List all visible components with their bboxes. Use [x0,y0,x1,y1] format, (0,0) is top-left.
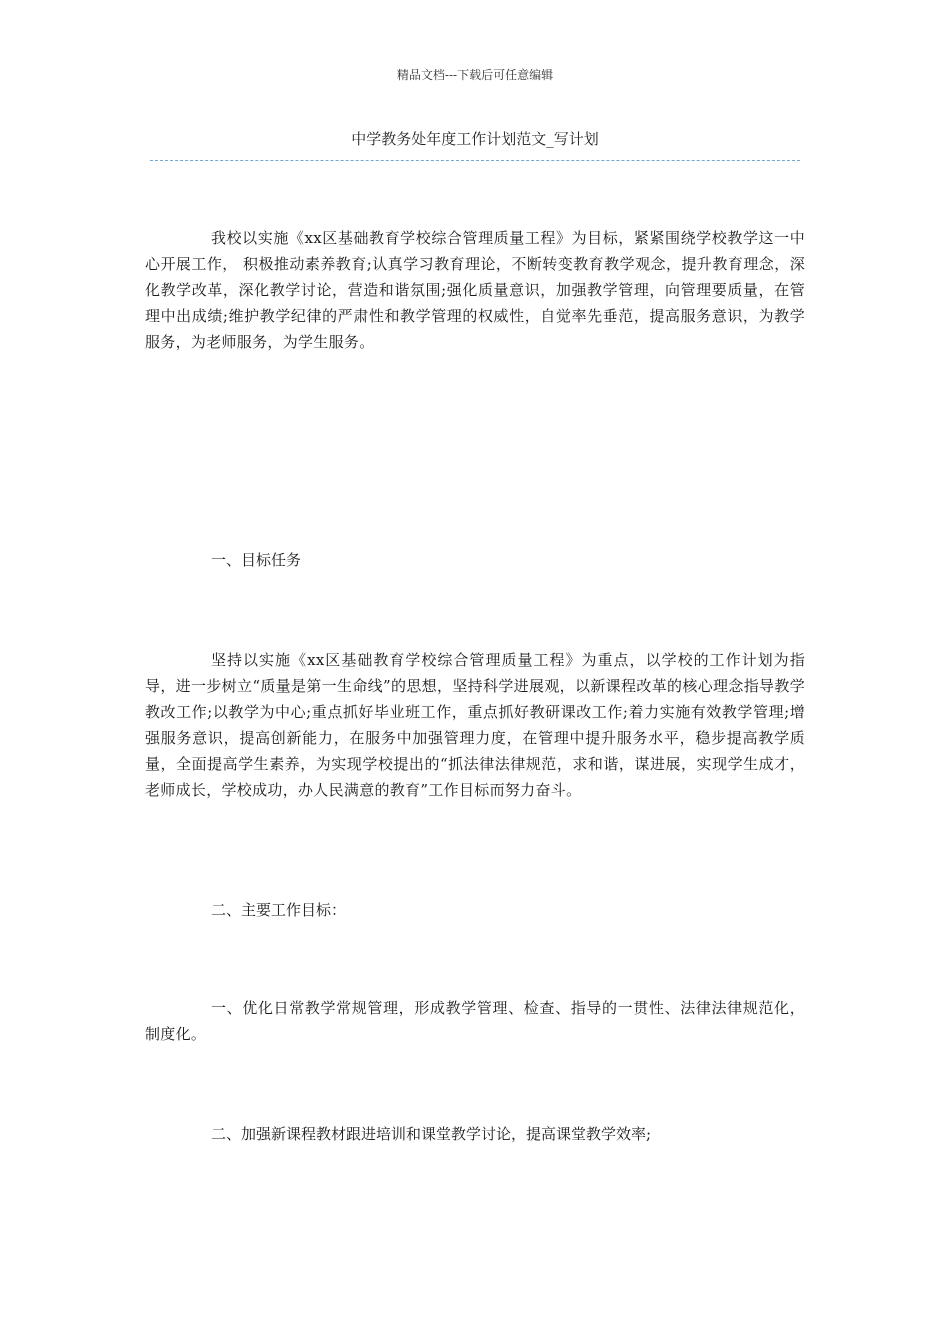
section-heading-main-targets: 二、主要工作目标： [211,901,347,919]
target-item-2: 二、加强新课程教材跟进培训和课堂教学讨论，提高课堂教学效率; [211,1125,652,1143]
target-item-1: 一、优化日常教学常规管理，形成教学管理、检查、指导的一贯性、法律法律规范化，制度化。 [145,999,805,1043]
title-divider [150,160,800,161]
intro-paragraph: 我校以实施《xx区基础教育学校综合管理质量工程》为目标，紧紧围绕学校教学这一中心开展工作， 积极推动素养教育;认真学习教育理论，不断转变教育教学观念，提升教育理念，深化教学改革，深化教学讨论，营造和谐氛围;强化质量意识，加强教学管理，向管理要质量，在管理中出成绩;维护教学纪律的严肃性和教学管理的权威性，自觉率先垂范，提高服务意识，为教学服务，为老师服务，为学生服务。 [145,229,805,351]
document-title: 中学教务处年度工作计划范文_写计划 [351,130,599,148]
header-note: 精品文档---下载后可任意编辑 [396,68,554,82]
section-heading-goals: 一、目标任务 [211,551,302,569]
goal-paragraph: 坚持以实施《xx区基础教育学校综合管理质量工程》为重点，以学校的工作计划为指导，进一步树立“质量是第一生命线”的思想，坚持科学进展观，以新课程改革的核心理念指导教学教改工作;以教学为中心;重点抓好毕业班工作，重点抓好教研课改工作;着力实施有效教学管理;增强服务意识，提高创新能力，在服务中加强管理力度，在管理中提升服务水平，稳步提高教学质量，全面提高学生素养，为实现学校提出的“抓法律法律规范，求和谐，谋进展，实现学生成才，老师成长，学校成功，办人民满意的教育”工作目标而努力奋斗。 [145,651,805,799]
